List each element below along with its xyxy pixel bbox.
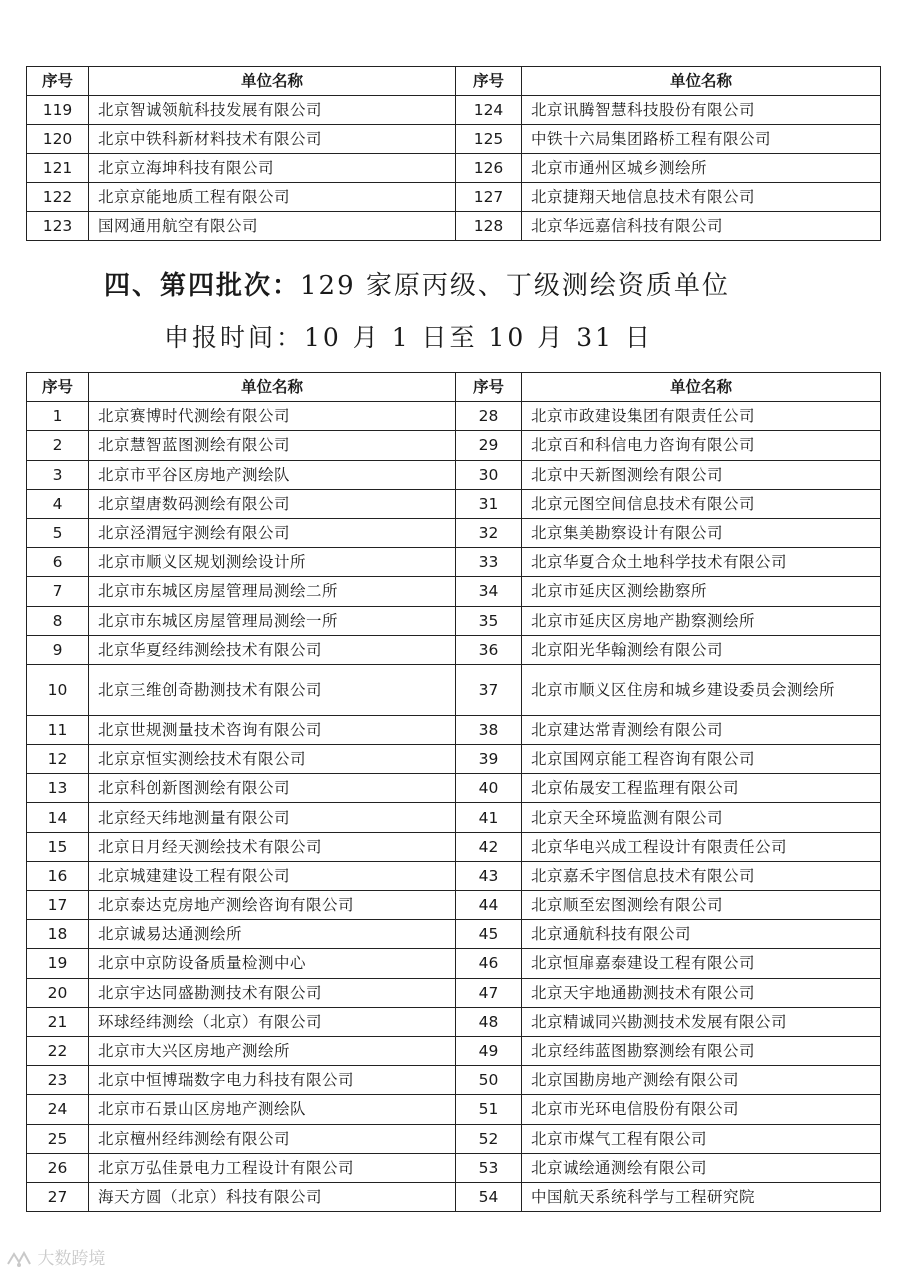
row-index-cell: 44 xyxy=(456,891,522,920)
row-index-cell: 6 xyxy=(27,548,89,577)
table-row xyxy=(27,1182,881,1211)
row-index-cell: 19 xyxy=(27,949,89,978)
table-row xyxy=(27,978,881,1007)
row-index-cell: 20 xyxy=(27,978,89,1007)
unit-name-cell: 北京市煤气工程有限公司 xyxy=(522,1124,881,1153)
unit-name-cell: 北京市顺义区住房和城乡建设委员会测绘所 xyxy=(522,664,881,715)
row-index-cell: 7 xyxy=(27,577,89,606)
row-index-cell: 22 xyxy=(27,1036,89,1065)
table-row xyxy=(27,489,881,518)
table-row xyxy=(27,920,881,949)
table-row xyxy=(27,154,881,183)
unit-name-cell: 北京泰达克房地产测绘咨询有限公司 xyxy=(89,891,456,920)
table-row xyxy=(27,1124,881,1153)
unit-name-cell: 北京檀州经纬测绘有限公司 xyxy=(89,1124,456,1153)
unit-name-cell: 北京国网京能工程咨询有限公司 xyxy=(522,745,881,774)
row-index-cell: 26 xyxy=(27,1153,89,1182)
unit-name-cell: 北京天全环境监测有限公司 xyxy=(522,803,881,832)
unit-name-cell: 环球经纬测绘（北京）有限公司 xyxy=(89,1007,456,1036)
table-header-row xyxy=(27,373,881,402)
unit-name-cell: 国网通用航空有限公司 xyxy=(89,212,456,241)
row-index-cell: 119 xyxy=(27,96,89,125)
table-row xyxy=(27,745,881,774)
table-row xyxy=(27,832,881,861)
row-index-cell: 124 xyxy=(456,96,522,125)
row-index-cell: 1 xyxy=(27,402,89,431)
unit-name-cell: 北京经纬蓝图勘察测绘有限公司 xyxy=(522,1036,881,1065)
unit-name-cell: 北京市东城区房屋管理局测绘二所 xyxy=(89,577,456,606)
unit-name-cell: 北京世规测量技术咨询有限公司 xyxy=(89,715,456,744)
unit-name-cell: 北京市东城区房屋管理局测绘一所 xyxy=(89,606,456,635)
row-index-cell: 33 xyxy=(456,548,522,577)
row-index-cell: 4 xyxy=(27,489,89,518)
unit-name-cell: 北京市大兴区房地产测绘所 xyxy=(89,1036,456,1065)
row-index-cell: 30 xyxy=(456,460,522,489)
row-index-cell: 41 xyxy=(456,803,522,832)
table-row xyxy=(27,577,881,606)
section-heading xyxy=(104,265,730,302)
row-index-cell: 34 xyxy=(456,577,522,606)
section-subheading: 申报时间：10 月 1 日至 10 月 31 日 xyxy=(164,323,653,352)
unit-name-cell: 北京精诚同兴勘测技术发展有限公司 xyxy=(522,1007,881,1036)
table-row xyxy=(27,431,881,460)
table-header-row xyxy=(27,67,881,96)
unit-name-cell: 北京恒扉嘉泰建设工程有限公司 xyxy=(522,949,881,978)
row-index-cell: 45 xyxy=(456,920,522,949)
unit-name-cell: 北京市政建设集团有限责任公司 xyxy=(522,402,881,431)
unit-name-cell: 北京华远嘉信科技有限公司 xyxy=(522,212,881,241)
unit-name-cell: 北京诚绘通测绘有限公司 xyxy=(522,1153,881,1182)
row-index-cell: 49 xyxy=(456,1036,522,1065)
table-row xyxy=(27,1036,881,1065)
table-row xyxy=(27,518,881,547)
unit-name-cell: 中国航天系统科学与工程研究院 xyxy=(522,1182,881,1211)
unit-name-cell: 北京嘉禾宇图信息技术有限公司 xyxy=(522,861,881,890)
unit-name-cell: 北京市顺义区规划测绘设计所 xyxy=(89,548,456,577)
row-index-cell: 51 xyxy=(456,1095,522,1124)
unit-name-cell: 北京京能地质工程有限公司 xyxy=(89,183,456,212)
unit-name-cell: 北京中铁科新材料技术有限公司 xyxy=(89,125,456,154)
unit-table-batch4 xyxy=(26,372,881,1212)
unit-name-cell: 北京经天纬地测量有限公司 xyxy=(89,803,456,832)
row-index-cell: 36 xyxy=(456,635,522,664)
unit-name-cell: 北京万弘佳景电力工程设计有限公司 xyxy=(89,1153,456,1182)
watermark-text: 大数跨境 xyxy=(37,1249,106,1269)
header-unit-name: 单位名称 xyxy=(522,373,881,402)
table-row xyxy=(27,891,881,920)
table-row xyxy=(27,861,881,890)
unit-name-cell: 北京元图空间信息技术有限公司 xyxy=(522,489,881,518)
row-index-cell: 3 xyxy=(27,460,89,489)
row-index-cell: 27 xyxy=(27,1182,89,1211)
row-index-cell: 40 xyxy=(456,774,522,803)
row-index-cell: 9 xyxy=(27,635,89,664)
unit-name-cell: 北京慧智蓝图测绘有限公司 xyxy=(89,431,456,460)
table-row xyxy=(27,664,881,715)
row-index-cell: 16 xyxy=(27,861,89,890)
unit-name-cell: 北京立海坤科技有限公司 xyxy=(89,154,456,183)
row-index-cell: 53 xyxy=(456,1153,522,1182)
watermark xyxy=(6,1244,105,1269)
unit-name-cell: 中铁十六局集团路桥工程有限公司 xyxy=(522,125,881,154)
header-unit-name: 单位名称 xyxy=(522,67,881,96)
unit-name-cell: 北京市石景山区房地产测绘队 xyxy=(89,1095,456,1124)
unit-name-cell: 北京中天新图测绘有限公司 xyxy=(522,460,881,489)
header-index: 序号 xyxy=(456,67,522,96)
row-index-cell: 11 xyxy=(27,715,89,744)
row-index-cell: 43 xyxy=(456,861,522,890)
row-index-cell: 127 xyxy=(456,183,522,212)
unit-name-cell: 北京百和科信电力咨询有限公司 xyxy=(522,431,881,460)
unit-name-cell: 北京市延庆区房地产勘察测绘所 xyxy=(522,606,881,635)
header-unit-name: 单位名称 xyxy=(89,373,456,402)
unit-name-cell: 北京中京防设备质量检测中心 xyxy=(89,949,456,978)
table-row xyxy=(27,183,881,212)
row-index-cell: 15 xyxy=(27,832,89,861)
header-unit-name: 单位名称 xyxy=(89,67,456,96)
unit-name-cell: 北京华夏经纬测绘技术有限公司 xyxy=(89,635,456,664)
row-index-cell: 25 xyxy=(27,1124,89,1153)
unit-name-cell: 北京捷翔天地信息技术有限公司 xyxy=(522,183,881,212)
row-index-cell: 122 xyxy=(27,183,89,212)
header-index: 序号 xyxy=(27,67,89,96)
table-row xyxy=(27,212,881,241)
row-index-cell: 46 xyxy=(456,949,522,978)
unit-name-cell: 北京华电兴成工程设计有限责任公司 xyxy=(522,832,881,861)
row-index-cell: 125 xyxy=(456,125,522,154)
table1-body xyxy=(27,96,881,241)
unit-name-cell: 北京望唐数码测绘有限公司 xyxy=(89,489,456,518)
row-index-cell: 52 xyxy=(456,1124,522,1153)
row-index-cell: 24 xyxy=(27,1095,89,1124)
unit-name-cell: 北京阳光华翰测绘有限公司 xyxy=(522,635,881,664)
unit-name-cell: 北京中恒博瑞数字电力科技有限公司 xyxy=(89,1066,456,1095)
unit-name-cell: 北京市平谷区房地产测绘队 xyxy=(89,460,456,489)
table-row xyxy=(27,548,881,577)
table-row xyxy=(27,774,881,803)
unit-name-cell: 北京建达常青测绘有限公司 xyxy=(522,715,881,744)
table-row xyxy=(27,1066,881,1095)
row-index-cell: 123 xyxy=(27,212,89,241)
brand-logo-icon xyxy=(6,1250,32,1268)
row-index-cell: 35 xyxy=(456,606,522,635)
table-row xyxy=(27,606,881,635)
row-index-cell: 8 xyxy=(27,606,89,635)
unit-name-cell: 北京国勘房地产测绘有限公司 xyxy=(522,1066,881,1095)
row-index-cell: 39 xyxy=(456,745,522,774)
section-heading-bold: 四、第四批次： xyxy=(104,271,301,301)
row-index-cell: 18 xyxy=(27,920,89,949)
unit-name-cell: 北京佑晟安工程监理有限公司 xyxy=(522,774,881,803)
unit-name-cell: 北京城建建设工程有限公司 xyxy=(89,861,456,890)
unit-name-cell: 北京天宇地通勘测技术有限公司 xyxy=(522,978,881,1007)
row-index-cell: 21 xyxy=(27,1007,89,1036)
row-index-cell: 47 xyxy=(456,978,522,1007)
unit-table-batch3-continued xyxy=(26,66,881,241)
table-row xyxy=(27,1007,881,1036)
row-index-cell: 120 xyxy=(27,125,89,154)
unit-name-cell: 北京泾渭冠宇测绘有限公司 xyxy=(89,518,456,547)
row-index-cell: 13 xyxy=(27,774,89,803)
row-index-cell: 121 xyxy=(27,154,89,183)
row-index-cell: 5 xyxy=(27,518,89,547)
row-index-cell: 37 xyxy=(456,664,522,715)
row-index-cell: 54 xyxy=(456,1182,522,1211)
row-index-cell: 17 xyxy=(27,891,89,920)
unit-name-cell: 北京通航科技有限公司 xyxy=(522,920,881,949)
unit-name-cell: 北京顺至宏图测绘有限公司 xyxy=(522,891,881,920)
unit-name-cell: 北京日月经天测绘技术有限公司 xyxy=(89,832,456,861)
unit-name-cell: 北京集美勘察设计有限公司 xyxy=(522,518,881,547)
table-row xyxy=(27,715,881,744)
unit-name-cell: 北京市延庆区测绘勘察所 xyxy=(522,577,881,606)
unit-name-cell: 北京京恒实测绘技术有限公司 xyxy=(89,745,456,774)
unit-name-cell: 北京科创新图测绘有限公司 xyxy=(89,774,456,803)
table-row xyxy=(27,402,881,431)
row-index-cell: 32 xyxy=(456,518,522,547)
section-heading-rest: 129 家原丙级、丁级测绘资质单位 xyxy=(300,271,730,301)
unit-name-cell: 北京智诚领航科技发展有限公司 xyxy=(89,96,456,125)
row-index-cell: 29 xyxy=(456,431,522,460)
table-row xyxy=(27,803,881,832)
row-index-cell: 31 xyxy=(456,489,522,518)
row-index-cell: 2 xyxy=(27,431,89,460)
unit-name-cell: 北京诚易达通测绘所 xyxy=(89,920,456,949)
table-row xyxy=(27,949,881,978)
unit-name-cell: 北京宇达同盛勘测技术有限公司 xyxy=(89,978,456,1007)
unit-name-cell: 北京讯腾智慧科技股份有限公司 xyxy=(522,96,881,125)
unit-name-cell: 北京赛博时代测绘有限公司 xyxy=(89,402,456,431)
table-row xyxy=(27,96,881,125)
row-index-cell: 12 xyxy=(27,745,89,774)
row-index-cell: 42 xyxy=(456,832,522,861)
row-index-cell: 126 xyxy=(456,154,522,183)
table-row xyxy=(27,125,881,154)
row-index-cell: 48 xyxy=(456,1007,522,1036)
row-index-cell: 14 xyxy=(27,803,89,832)
row-index-cell: 50 xyxy=(456,1066,522,1095)
header-index: 序号 xyxy=(456,373,522,402)
unit-name-cell: 北京三维创奇勘测技术有限公司 xyxy=(89,664,456,715)
unit-name-cell: 海天方圆（北京）科技有限公司 xyxy=(89,1182,456,1211)
unit-name-cell: 北京市通州区城乡测绘所 xyxy=(522,154,881,183)
row-index-cell: 10 xyxy=(27,664,89,715)
table-row xyxy=(27,460,881,489)
row-index-cell: 23 xyxy=(27,1066,89,1095)
table-row xyxy=(27,1153,881,1182)
header-index: 序号 xyxy=(27,373,89,402)
unit-name-cell: 北京华夏合众土地科学技术有限公司 xyxy=(522,548,881,577)
row-index-cell: 38 xyxy=(456,715,522,744)
table2-body xyxy=(27,402,881,1212)
row-index-cell: 28 xyxy=(456,402,522,431)
table-row xyxy=(27,1095,881,1124)
row-index-cell: 128 xyxy=(456,212,522,241)
unit-name-cell: 北京市光环电信股份有限公司 xyxy=(522,1095,881,1124)
table-row xyxy=(27,635,881,664)
